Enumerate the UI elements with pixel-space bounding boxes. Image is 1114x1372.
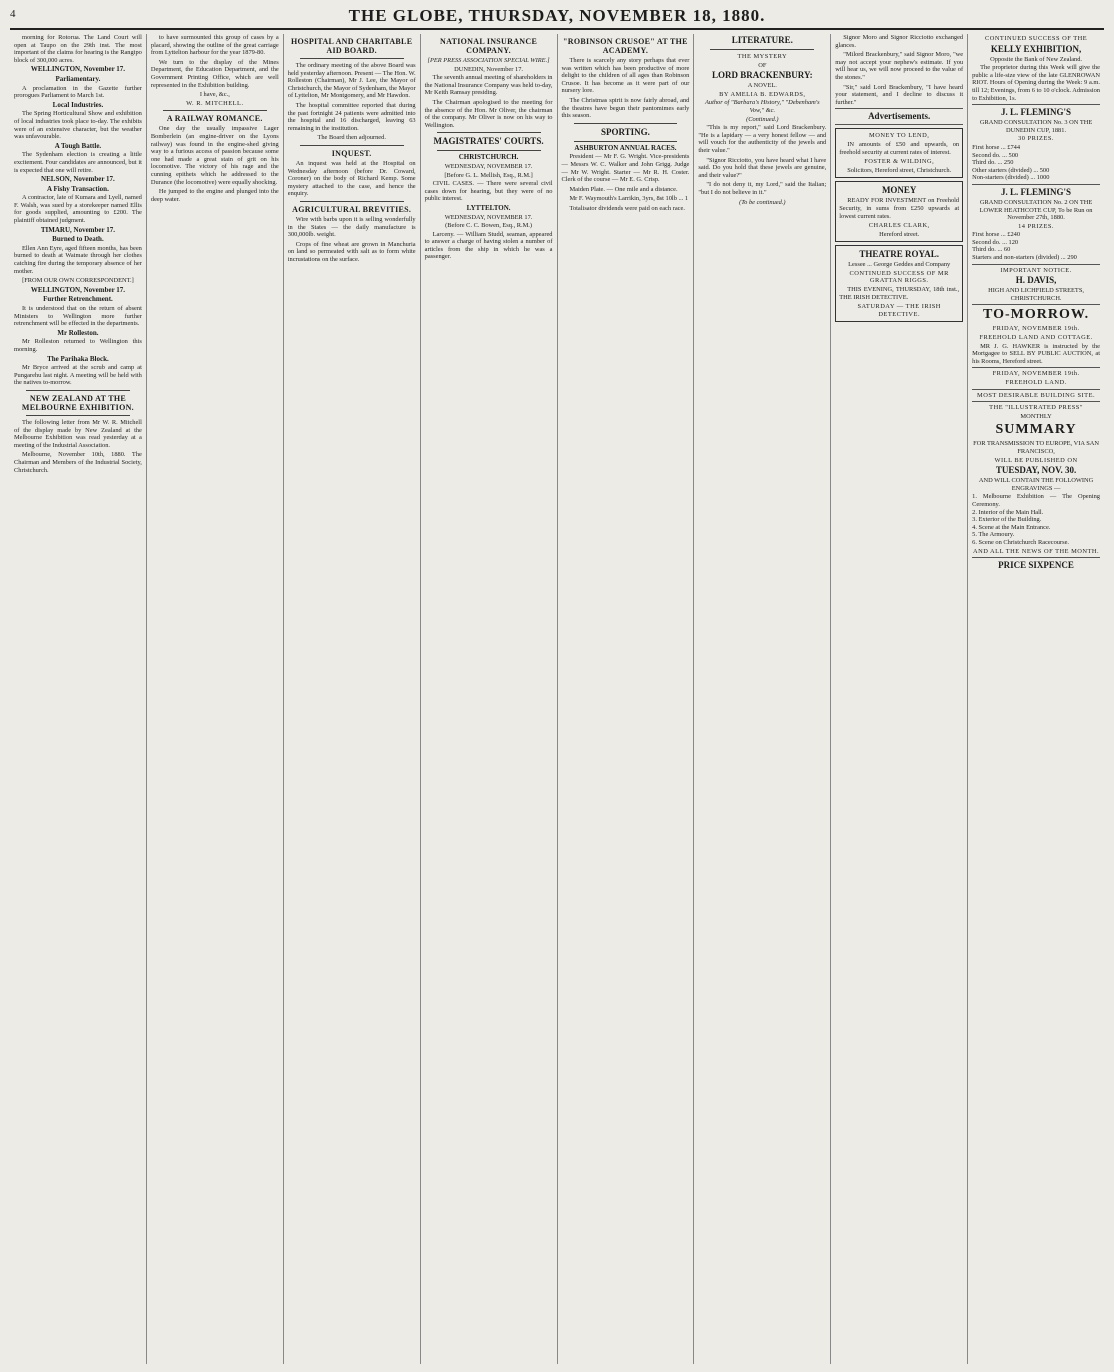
advert-text: The proprietor during this Week will give the public a life-size view of the late GLENROWAN RIOT. Hours of Opening during the Week: 9 a.m. till 12; Evenings, from 6 to 10 o'clock. Admission to Exhibition, 1s.	[972, 64, 1100, 102]
divider	[835, 108, 963, 109]
advert-money	[835, 128, 963, 178]
dateline: NELSON, November 17.	[41, 175, 115, 184]
advert-price: PRICE SIXPENCE	[998, 560, 1074, 571]
divider	[300, 145, 404, 146]
article-text: One day the usually impassive Lager Bomberlein (an engine-driver on the Lyons railway) was found in the engine-shed giving way to a furious access of passion because some one had made a great stain of grit on his locomotive. The victory of his rage and the cunning epithets which he addressed to the Durance (the locomotive) were equally shocking.	[150, 125, 279, 186]
columns	[10, 34, 1104, 1364]
court-before: [Before G. L. Mellish, Esq., R.M.]	[444, 171, 533, 179]
prize-item: Third do. ... 60	[972, 246, 1011, 254]
article-text: "Signor Ricciotto, you have heard what I have said. Do you hold that these jewels are genuine, and their value?"	[698, 156, 827, 179]
headline: A Tough Battle.	[54, 141, 102, 150]
article-text: Larceny. — William Studd, seaman, appeared to answer a charge of having stolen a number of articles from the ship in which he was a passenger.	[424, 230, 553, 261]
article-text: "This is my report," said Lord Brackenbury. "He is a lapidary — a very honest fellow — and will vouch for the authenticity of the jewels and their value."	[698, 124, 827, 154]
article-text: "I do not deny it, my Lord," said the Italian; "but I do not believe in it."	[698, 181, 827, 196]
advert-kicker: CONTINUED SUCCESS OF THE	[984, 35, 1088, 42]
advert-title: H. DAVIS,	[1015, 275, 1057, 286]
article-text: The Spring Horticultural Show and exhibition of local industries took place to-day. The exhibits were of an extensive character, but the weather was unfavourable.	[14, 110, 142, 141]
advert-text: THIS EVENING, THURSDAY, 18th inst., THE IRISH DETECTIVE.	[839, 286, 960, 301]
section-heading: MAGISTRATES' COURTS.	[433, 136, 544, 147]
engraving-item: 3. Exterior of the Building.	[972, 516, 1042, 524]
advert-date: FRIDAY, NOVEMBER 19th.	[992, 370, 1080, 378]
article-text: It is understood that on the return of absent Ministers to Wellington more further retrenchment will be effected in the departments.	[14, 305, 142, 328]
advert-subtitle: AND WILL CONTAIN THE FOLLOWING ENGRAVINGS —	[978, 477, 1094, 492]
article-text: Mr Bryce arrived at the scrub and camp at Pungarehu last night. A meeting will be held with the natives to-morrow.	[14, 364, 142, 387]
article-text: The Chairman apologised to the meeting for the absence of the Hon. Mr Oliver, the chairman of the company. Mr Oliver is now on his way to Wellington.	[424, 98, 553, 129]
advert-subtitle: CONTINUED SUCCESS OF MR GRATTAN RIGGS.	[849, 269, 949, 285]
article-text: The ordinary meeting of the above Board was held yesterday afternoon. Present — The Hon. W. Rolleston (Chairman), Mr J. Lee, the Mayor of Christchurch, the Mayor of Sydenham, the Mayor of Lyttelton, Mr Montgomery, and Mr Hawdon.	[287, 62, 416, 100]
divider	[437, 150, 541, 151]
engraving-item: 2. Interior of the Main Hall.	[972, 508, 1044, 516]
divider	[972, 557, 1100, 558]
article-text: The seventh annual meeting of shareholders in the National Insurance Company was held to-day, Mr Keith Ramsay presiding.	[424, 74, 553, 97]
advert-subtitle: FREEHOLD LAND.	[1005, 379, 1067, 386]
advert-title: THE "ILLUSTRATED PRESS"	[989, 404, 1083, 412]
article-text: "Sir," said Lord Brackenbury, "I have heard your statement, and I decline to discuss it further."	[835, 83, 964, 106]
headline: "ROBINSON CRUSOE" AT THE ACADEMY.	[563, 37, 688, 55]
advert-date: TUESDAY, NOV. 30.	[995, 465, 1077, 476]
prize-item: Other starters (divided) ... 500	[972, 166, 1050, 174]
headline: INQUEST.	[331, 148, 372, 158]
prize-item: Third do. ... 250	[972, 159, 1014, 167]
serial-subtitle: A NOVEL.	[747, 82, 777, 90]
headline: The Parihaka Block.	[47, 354, 109, 363]
advert-agent: FOSTER & WILDING,	[864, 158, 935, 166]
advert-date: FRIDAY, NOVEMBER 19th.	[992, 325, 1080, 333]
advert-subtitle: GRAND CONSULTATION No. 2 ON THE LOWER HEATHCOTE CUP, To be Run on November 27th, 1880.	[979, 198, 1093, 222]
divider	[574, 123, 678, 124]
headline: NEW ZEALAND AT THE MELBOURNE EXHIBITION.	[21, 393, 134, 412]
letter-signature: W. R. MITCHELL.	[186, 99, 244, 107]
advert-subtitle: FOR TRANSMISSION TO EUROPE, VIA SAN FRANCISCO,	[973, 440, 1100, 455]
divider	[300, 58, 404, 59]
article-text: There is scarcely any story perhaps that ever was written which has been productive of more delight to the children of all ages than Robinson Crusoe. It has become as it were part of our nursery lore.	[561, 57, 690, 95]
article-end: The Board then adjourned.	[317, 134, 386, 142]
article-text: Ellen Ann Eyre, aged fifteen months, has been burned to death at Waimate through her clothes catching fire during the temporary absence of her mother.	[14, 244, 142, 275]
advert-agent-sub: Hereford street.	[879, 230, 920, 238]
race-result: Mr F. Waymouth's Larrikin, 3yrs, 8st 10lb ... 1	[569, 195, 689, 203]
article-text: Wire with barbs upon it is selling wonderfully in the States — the daily manufacture is 300,000lb. weight.	[287, 215, 416, 239]
section-heading: LITERATURE.	[731, 35, 793, 45]
section-heading: SPORTING.	[600, 126, 650, 137]
divider	[835, 124, 963, 125]
divider	[972, 184, 1100, 185]
advert-money-2	[835, 181, 963, 242]
column-5	[558, 34, 695, 1364]
column-8	[968, 34, 1104, 1364]
advert-text: MR J. G. HAWKER is instructed by the Mortgagee to SELL BY PUBLIC AUCTION, at his Rooms, Hereford street.	[972, 342, 1100, 365]
advert-subtitle: AND ALL THE NEWS OF THE MONTH.	[972, 547, 1100, 555]
advert-title: SUMMARY	[995, 422, 1077, 438]
advert-theatre	[835, 245, 963, 322]
headline: ASHBURTON ANNUAL RACES.	[574, 143, 677, 152]
masthead	[10, 6, 1104, 30]
headline: A RAILWAY ROMANCE.	[166, 114, 263, 124]
article-text: An inquest was held at the Hospital on Wednesday afternoon (before Dr. Coward, Coroner) on the body of Richard Kemp. Some mystery attached to the case, and hence the enquiry.	[287, 159, 416, 198]
divider	[972, 401, 1100, 402]
divider	[972, 304, 1100, 305]
headline: Local Industries.	[52, 100, 104, 109]
advert-title: IMPORTANT NOTICE.	[1000, 266, 1072, 274]
article-text: Crops of fine wheat are grown in Manchuria on land so permeated with salt as to form white incrustations on the surface.	[287, 240, 416, 263]
correspondent-note: [FROM OUR OWN CORRESPONDENT.]	[22, 277, 134, 285]
column-1	[10, 34, 147, 1364]
divider	[163, 110, 267, 111]
article-text: Maiden Plate. — One mile and a distance.	[569, 185, 678, 193]
column-6	[694, 34, 831, 1364]
court-date: WEDNESDAY, NOVEMBER 17.	[444, 162, 533, 170]
letter-signoff: I have, &c.,	[199, 91, 230, 99]
headline: HOSPITAL AND CHARITABLE AID BOARD.	[291, 37, 413, 55]
serial-continued: (Continued.)	[746, 115, 779, 123]
divider	[972, 389, 1100, 390]
prizes-list	[972, 231, 1100, 261]
advert-title: MONEY TO LEND,	[869, 132, 930, 140]
prizes-heading: 14 PRIZES.	[1018, 222, 1055, 230]
article-text: He jumped to the engine and plunged into the deep water.	[150, 188, 279, 203]
article-text: A proclamation in the Gazette further prorogues Parliament to March 1st.	[14, 84, 142, 100]
divider	[26, 415, 130, 416]
prize-item: Second do. ... 500	[972, 151, 1019, 159]
advert-text: SATURDAY — THE IRISH DETECTIVE.	[857, 303, 941, 318]
article-text: Melbourne, November 10th, 1880. The Chairman and Members of the Industrial Society, Christchurch.	[14, 451, 142, 474]
serial-author-note: Author of "Barbara's History," "Debenham's Vow," &c.	[704, 99, 820, 114]
dateline: WELLINGTON, November 17.	[30, 285, 126, 294]
advert-text: IN amounts of £50 and upwards, on freehold security at current rates of interest.	[839, 140, 960, 156]
article-text: The Christmas spirit is now fairly abroad, and the theatres have begun their pantomimes early this season.	[561, 96, 690, 120]
divider	[972, 367, 1100, 368]
advert-text: READY FOR INVESTMENT on Freehold Security, in sums from £250 upwards at lowest current rates.	[839, 197, 960, 220]
article-text: morning for Rotorua. The Land Court will open at Taupo on the 29th inst. The most important of the claims for hearing is the Rangipo block of 300,000 acres.	[14, 34, 142, 64]
column-4	[421, 34, 558, 1364]
article-text: to have surmounted this group of cases by a placard, showing the outline of the great carriage from Lyttelton harbour for the year 1879-80.	[150, 34, 279, 57]
headline: Parliamentary.	[55, 74, 101, 83]
advert-title: TO-MORROW.	[983, 307, 1090, 323]
article-text: We turn to the display of the Mines Department, the Education Department, and the Government Printing Office, which are well represented in the Exhibition building.	[150, 58, 279, 89]
dateline: LYTTELTON.	[466, 203, 511, 212]
headline: NATIONAL INSURANCE COMPANY.	[440, 37, 538, 55]
prize-item: First horse ... £744	[972, 143, 1021, 151]
court-before: (Before C. C. Bowen, Esq., R.M.)	[445, 222, 533, 230]
advert-subtitle: FREEHOLD LAND AND COTTAGE.	[979, 334, 1093, 342]
advert-title: MONEY	[881, 185, 917, 196]
engraving-item: 5. The Armoury.	[972, 531, 1015, 539]
wire-note: [PER PRESS ASSOCIATION SPECIAL WIRE.]	[427, 57, 550, 64]
divider	[26, 390, 130, 391]
serial-title: LORD BRACKENBURY:	[712, 70, 813, 81]
section-heading: Advertisements.	[868, 111, 931, 122]
engraving-item: 1. Melbourne Exhibition — The Opening Ceremony.	[972, 493, 1100, 508]
advert-lessee: Lessee ... George Geddes and Company	[848, 261, 951, 269]
headline: Further Retrenchment.	[43, 295, 113, 304]
serial-tobecontinued: (To be continued.)	[739, 198, 786, 206]
prize-item: Non-starters (divided) ... 1000	[972, 174, 1050, 182]
dateline: DUNEDIN, November 17.	[454, 65, 523, 73]
advert-agent: CHARLES CLARK,	[868, 222, 930, 230]
column-3	[284, 34, 421, 1364]
advert-subtitle: MOST DESIRABLE BUILDING SITE.	[977, 391, 1096, 399]
divider	[972, 264, 1100, 265]
serial-title: THE MYSTERY	[737, 53, 788, 60]
dateline: CHRISTCHURCH.	[458, 153, 519, 162]
article-text: "Milord Brackenbury," said Signor Moro, "we may not accept your nephew's estimate. If you will hear us, we will now proceed to the value of the stones."	[835, 51, 964, 81]
dateline: TIMARU, November 17.	[40, 225, 115, 234]
article-text: Totalisator dividends were paid on each race.	[569, 204, 685, 212]
prize-item: First horse ... £240	[972, 231, 1021, 239]
headline: AGRICULTURAL BREVITIES.	[292, 204, 412, 214]
column-2	[147, 34, 284, 1364]
divider	[574, 141, 678, 142]
advert-subtitle: HIGH AND LICHFIELD STREETS, CHRISTCHURCH.	[988, 287, 1084, 302]
dateline: WELLINGTON, November 17.	[30, 65, 126, 74]
engraving-item: 4. Scene at the Main Entrance.	[972, 523, 1051, 531]
serial-title: OF	[758, 61, 767, 69]
prize-item: Second do. ... 120	[972, 238, 1019, 246]
advert-subtitle: GRAND CONSULTATION No. 3 ON THE DUNEDIN CUP, 1881.	[979, 119, 1093, 134]
article-text: Mr Rolleston returned to Wellington this morning.	[14, 338, 142, 353]
prizes-heading: 30 PRIZES.	[1018, 135, 1055, 143]
headline: A Fishy Transaction.	[47, 184, 109, 193]
divider	[972, 104, 1100, 105]
prize-item: Starters and non-starters (divided) ... 290	[972, 254, 1077, 262]
advert-subtitle: MONTHLY	[1020, 412, 1052, 420]
divider	[300, 201, 404, 202]
article-text: Signor Moro and Signor Ricciotto exchanged glances.	[835, 34, 964, 49]
article-text: The hospital committee reported that during the past fortnight 24 patients were admitted into the hospital and 16 discharged, leaving 63 remaining in the institution.	[287, 101, 416, 132]
divider	[437, 132, 541, 133]
article-text: A contractor, late of Kumara and Lyell, named F. Walsh, was sued by a storekeeper named Ellis for goods supplied, amounting to £200. The plaintiff obtained judgment.	[14, 194, 142, 225]
advert-subtitle: WILL BE PUBLISHED ON	[994, 456, 1078, 464]
advert-title: THEATRE ROYAL.	[859, 249, 939, 260]
headline: Burned to Death.	[52, 235, 104, 244]
advert-title: J. L. FLEMING'S	[1001, 186, 1072, 197]
advert-title: J. L. FLEMING'S	[1001, 107, 1072, 118]
column-7	[831, 34, 968, 1364]
engraving-item: 6. Scene on Christchurch Racecourse.	[972, 538, 1070, 546]
court-date: WEDNESDAY, NOVEMBER 17.	[444, 213, 533, 221]
headline: Mr Rolleston.	[57, 328, 99, 337]
page-number: 4	[10, 8, 17, 20]
engravings-list	[972, 493, 1100, 546]
advert-agent-sub: Solicitors, Hereford street, Christchurch.	[847, 166, 952, 174]
article-text: The following letter from Mr W. R. Mitchell of the display made by New Zealand at the Melbourne Exhibition was read yesterday at a meeting of the Industrial Association.	[14, 418, 142, 449]
advert-title: KELLY EXHIBITION,	[990, 43, 1082, 54]
newspaper-title: THE GLOBE, THURSDAY, NOVEMBER 18, 1880.	[348, 6, 766, 25]
article-text: CIVIL CASES. — There were several civil cases down for hearing, but they were of no public interest.	[424, 180, 553, 203]
article-text: The Sydenham election is creating a little excitement. Four candidates are announced, but it is expected that one will retire.	[14, 151, 142, 174]
serial-author: BY AMELIA B. EDWARDS,	[719, 90, 806, 98]
prizes-list	[972, 144, 1100, 182]
advert-subtitle: Opposite the Bank of New Zealand.	[990, 55, 1083, 63]
article-text: President — Mr F. G. Wright. Vice-presidents — Messrs W. C. Walker and John Grigg. Judge — Mr W. Wright. Starter — Mr R. H. Coster. Clerk of the course — Mr E. G. Crisp.	[561, 153, 690, 184]
divider	[710, 49, 814, 50]
